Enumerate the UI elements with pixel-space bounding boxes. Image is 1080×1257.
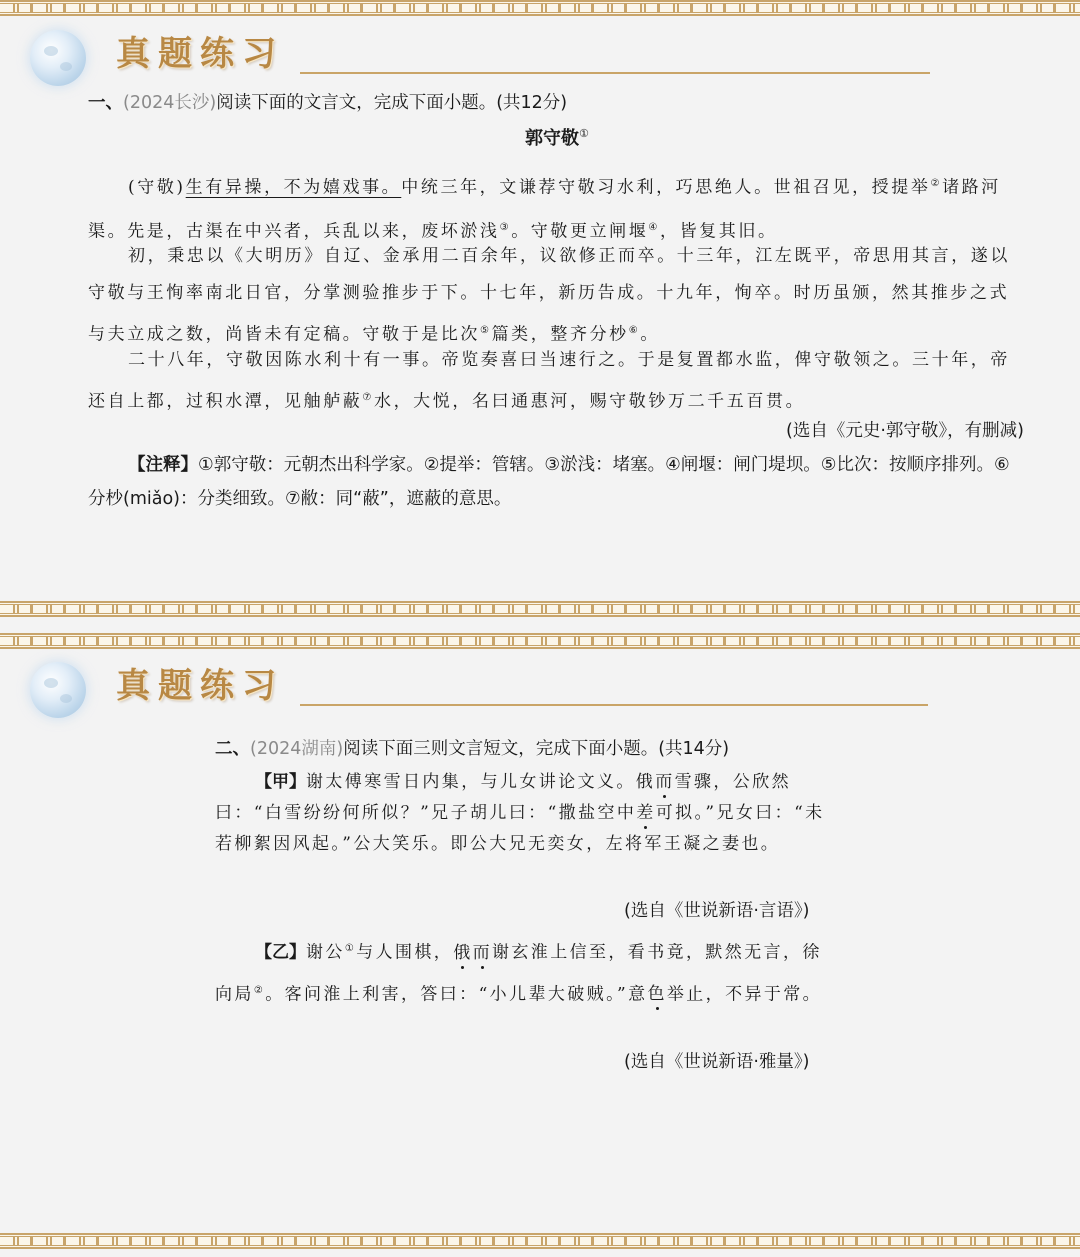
passage-text: 举止，不异于常。: [666, 984, 823, 1005]
note-marker: ①: [344, 943, 357, 954]
banner-divider: [300, 72, 930, 74]
passage-text: 篇类，整齐分杪: [491, 324, 629, 345]
emphasized-char: 而: [655, 772, 675, 792]
emphasized-char: 差: [636, 803, 656, 823]
passage-title-note: ①: [579, 127, 589, 140]
emphasized-char: 俄: [453, 942, 473, 963]
passage-tag: 【甲】: [255, 772, 306, 792]
note-marker: ⑦: [362, 392, 374, 403]
passage-text: 。守敬更立闸堰: [511, 221, 649, 242]
question-source: (2024长沙): [123, 93, 217, 113]
middle-border-band-1: [0, 601, 1080, 617]
banner-title: 真题练习: [116, 666, 284, 706]
question-2-header: [215, 735, 729, 760]
passage-text: 诸路河渠。先是，古渠在中兴者，兵乱以来，废坏淤浅: [88, 177, 1001, 242]
notes-label: 【注释】: [128, 455, 198, 475]
passage-text: 二十八年，守敬因陈水利十有一事。帝览奏喜曰当速行之。于是复置都水监，俾守敬领之。三十年，帝还自上都，过积水潭，见舳舻蔽: [88, 350, 1010, 412]
passage-jia: [215, 767, 833, 860]
passage-text: 雪骤，公欣然曰：“白雪纷纷何所似？”兄子胡儿曰：“撒盐空中: [215, 772, 792, 823]
note-marker: ⑤: [480, 325, 492, 336]
emphasized-char: 色: [647, 984, 667, 1005]
passage-text: 生有异操，不为嬉戏事。: [185, 177, 402, 198]
note-marker: ④: [648, 221, 660, 233]
passage-text: 。: [640, 324, 660, 345]
passage-text: ，皆复其旧。: [659, 221, 778, 242]
moon-icon: [30, 662, 86, 718]
question-instruction: 阅读下面的文言文，完成下面小题。(共12分): [216, 93, 568, 113]
note-marker: ②: [930, 178, 943, 189]
passage-text: 谢公: [306, 942, 345, 963]
note-marker: ②: [253, 984, 266, 996]
question-number: 一、: [88, 93, 123, 113]
question-number: 二、: [215, 739, 250, 759]
question-source: (2024湖南): [250, 739, 344, 759]
passage-yi: [215, 930, 833, 1013]
note-marker: ⑥: [628, 325, 641, 336]
banner-divider: [300, 704, 928, 706]
passage-tag: 【乙】: [255, 942, 306, 963]
passage-text: 与人围棋，: [356, 942, 454, 963]
moon-icon: [30, 30, 86, 86]
passage-title: [525, 124, 589, 150]
note-marker: ③: [499, 221, 512, 233]
middle-border-band-2: [0, 633, 1080, 649]
passage-text: 可拟。”兄女曰：“未若柳絮因风起。”公大笑乐。即公大兄无奕女，左将军王凝之妻也。: [215, 803, 825, 854]
passage-text: 水，大悦，名曰通惠河，赐守敬钞万二千五百贯。: [373, 391, 806, 412]
top-border-band: [0, 0, 1080, 16]
passage-text: 中统三年，文谦荐守敬习水利，巧思绝人。世祖召见，授提举: [401, 177, 931, 198]
banner-title: 真题练习: [116, 34, 284, 74]
bottom-border-band: [0, 1233, 1080, 1249]
notes: [88, 448, 1024, 516]
emphasized-char: 而: [472, 942, 492, 963]
passage-text: 初，秉忠以《大明历》自辽、金承用二百余年，议欲修正而卒。十三年，江左既平，帝思用其言，遂以守敬与王恂率南北日官，分掌测验推步于下。十七年，新历告成。十九年，恂卒。时历虽颁，然其推步之式与夫立成之数，尚皆未有定稿。守敬于是比次: [88, 246, 1010, 345]
notes-text: ①郭守敬：元朝杰出科学家。②提举：管辖。③淤浅：堵塞。④闸堰：闸门堤坝。⑤比次：按顺序排列。⑥分杪(miǎo)：分类细致。⑦敝：同“蔽”，遮蔽的意思。: [88, 455, 1010, 509]
passage-text: 谢太傅寒雪日内集，与儿女讲论文义。俄: [306, 772, 656, 792]
passage-citation: (选自《元史·郭守敬》，有删减): [786, 421, 1024, 441]
passage-title-text: 郭守敬: [525, 128, 579, 149]
passage-paragraph-2: [88, 238, 1020, 354]
passage-text: 。客问淮上利害，答曰：“小儿辈大破贼。”意: [265, 984, 648, 1005]
passage-jia-citation: (选自《世说新语·言语》): [624, 901, 810, 921]
passage-yi-citation: (选自《世说新语·雅量》): [624, 1052, 810, 1072]
question-instruction: 阅读下面三则文言短文，完成下面小题。(共14分): [343, 739, 730, 759]
passage-text: (守敬): [128, 177, 186, 198]
passage-text: 谢玄淮上信至，看书竟，默然无言，徐向局: [215, 942, 822, 1005]
passage-paragraph-3: [88, 341, 1020, 421]
question-1-header: [88, 89, 567, 114]
